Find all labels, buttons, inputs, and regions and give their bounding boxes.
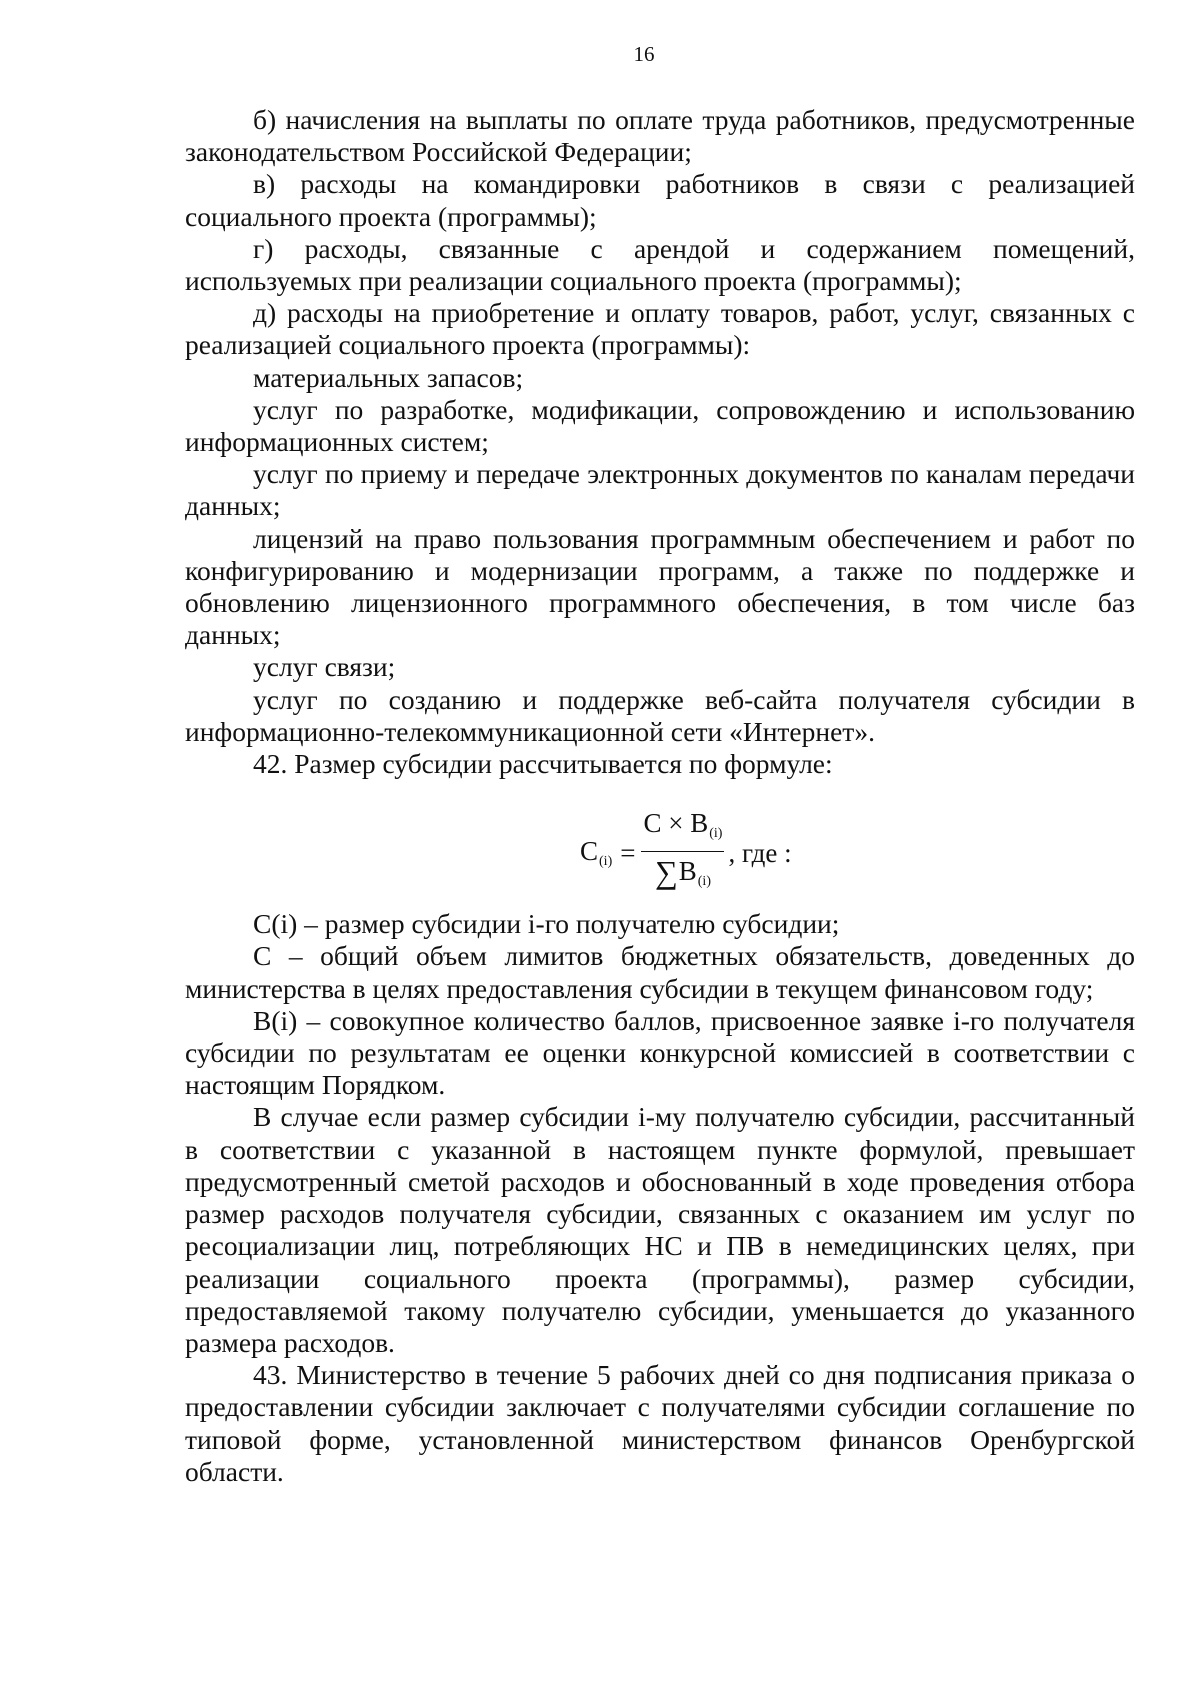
formula-numerator: C × B(i): [641, 808, 724, 852]
list-item-licenses: лицензий на право пользования программным обеспечением и работ по конфигурированию и модернизации программ, а также по поддержке и обновлению лицензионного программного обеспечения, в том числе баз данных;: [185, 522, 1135, 651]
list-item-info-systems: услуг по разработке, модификации, сопровождению и использованию информационных систем;: [185, 393, 1135, 458]
clause-43: 43. Министерство в течение 5 рабочих дней со дня подписания приказа о предоставлении субсидии заключает с получателями субсидии соглашение по типовой форме, установленной министерством финансов Оренбургской области.: [185, 1359, 1135, 1487]
document-body: [185, 104, 1135, 1508]
formula-denominator: ∑B(i): [654, 854, 711, 891]
bottom-spacer: [185, 1488, 1135, 1508]
formula-block: [185, 780, 1135, 908]
definition-bi: B(i) – совокупное количество баллов, присвоенное заявке i-го получателя субсидии по результатам ее оценки конкурсной комиссией в соответствии с настоящим Порядком.: [185, 1004, 1135, 1101]
clause-42: 42. Размер субсидии рассчитывается по формуле:: [253, 748, 833, 780]
paragraph-b: б) начисления на выплаты по оплате труда работников, предусмотренные законодательством Российской Федерации;: [185, 104, 1135, 168]
list-item-website: услуг по созданию и поддержке веб-сайта получателя субсидии в информационно-телекоммуникационной сети «Интернет».: [185, 683, 1135, 747]
formula-suffix: , где :: [728, 837, 792, 868]
paragraph-reduction: В случае если размер субсидии i-му получателю субсидии, рассчитанный в соответствии с указанной в настоящем пункте формулой, превышает предусмотренный сметой расходов и обоснованный в ходе проведения отбора размер расходов получателя субсидии, связанных с оказанием им услуг по ресоциализации лиц, потребляющих НС и ПВ в немедицинских целях, при реализации социального проекта (программы), размер субсидии, предоставляемой такому получателю субсидии, уменьшается до указанного размера расходов.: [185, 1101, 1135, 1358]
definition-c: C – общий объем лимитов бюджетных обязательств, доведенных до министерства в целях предоставления субсидии в текущем финансовом году;: [185, 940, 1135, 1004]
paragraph-d: д) расходы на приобретение и оплату товаров, работ, услуг, связанных с реализацией социального проекта (программы):: [185, 297, 1135, 361]
list-item-material: материальных запасов;: [253, 361, 524, 393]
formula-equals: =: [620, 837, 636, 868]
subsidy-formula: [580, 808, 792, 898]
list-item-edocs: услуг по приему и передаче электронных документов по каналам передачи данных;: [185, 458, 1135, 522]
paragraph-v: в) расходы на командировки работников в связи с реализацией социального проекта (программы);: [185, 168, 1135, 232]
list-item-communication: услуг связи;: [253, 651, 396, 683]
definition-ci: C(i) – размер субсидии i-го получателю субсидии;: [253, 908, 840, 940]
formula-lhs: C(i): [580, 836, 613, 870]
paragraph-g: г) расходы, связанные с арендой и содержанием помещений, используемых при реализации социального проекта (программы);: [185, 232, 1135, 297]
page-number: 16: [633, 42, 655, 66]
formula-fraction: [641, 808, 724, 898]
